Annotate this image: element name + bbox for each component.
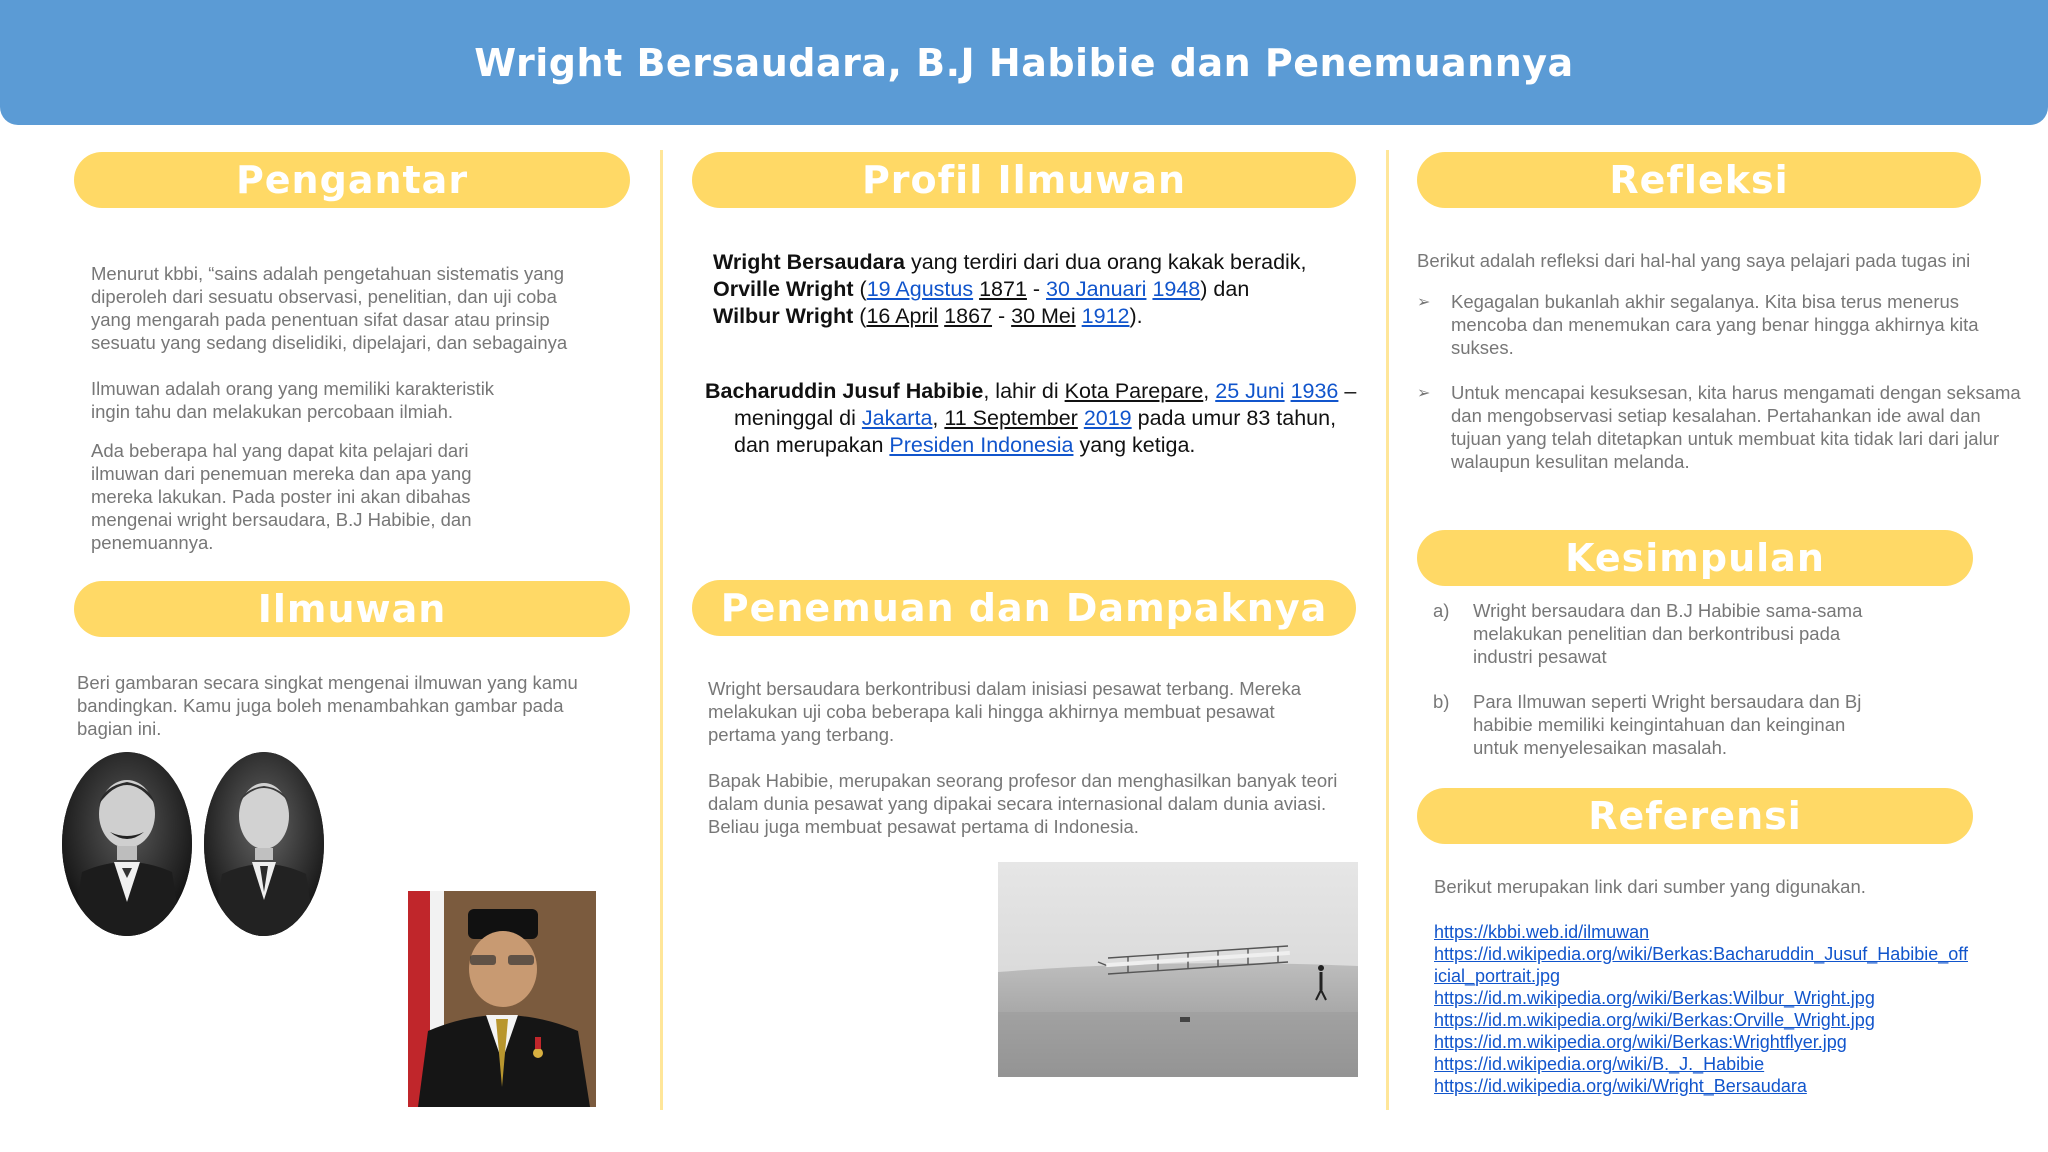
refleksi-item (1417, 381, 2027, 473)
refleksi-item (1417, 290, 2027, 359)
pengantar-body (91, 262, 601, 554)
refleksi-list (1417, 290, 2027, 473)
profil-wright: Wright Bersaudara yang terdiri dari dua orang kakak beradik, Orville Wright (19 Agustus 1871 - 30 Januari 1948) dan Wilbur Wright (16 April 1867 - 30 Mei 1912). (713, 250, 1307, 328)
reference-link[interactable]: https://id.m.wikipedia.org/wiki/Berkas:Orville_Wright.jpg (1434, 1010, 1875, 1030)
penemuan-body (708, 677, 1348, 838)
year-1867: 1867 (944, 304, 993, 328)
pengantar-paragraph: Ada beberapa hal yang dapat kita pelajari dari ilmuwan dari penemuan mereka dan apa yang mereka lakukan. Pada poster ini akan dibahas mengenai wright bersaudara, B.J Habibie, dan penemuannya. (91, 440, 472, 553)
link-1948[interactable]: 1948 (1152, 277, 1201, 301)
habibie-lahir: , lahir di (983, 379, 1065, 403)
wright-intro: yang terdiri dari dua orang kakak beradik, (904, 250, 1307, 274)
habibie-ketiga: yang ketiga. (1073, 433, 1196, 457)
habibie-pada: pada umur 83 tahun, dan merupakan (734, 406, 1337, 457)
arrow-bullet-icon: ➢ (1417, 385, 1431, 402)
refleksi-item-text: Untuk mencapai kesuksesan, kita harus mengamati dengan seksama dan mengobservasi setiap kesalahan. Pertahankan ide awal dan tujuan yang telah ditetapkan untuk membuat kita tidak lari dari jalur walaupun kesulitan melanda. (1451, 382, 2021, 472)
reference-link[interactable]: https://id.wikipedia.org/wiki/Berkas:Bacharuddin_Jusuf_Habibie_official_portrait.jpg (1434, 944, 1968, 986)
date-11-september: 11 September (944, 406, 1078, 430)
wilbur-wright-portrait (204, 752, 324, 936)
wright-flyer-photo (998, 862, 1358, 1077)
date-30-mei: 30 Mei (1011, 304, 1076, 328)
kesimpulan-marker: a) (1433, 600, 1450, 621)
column-divider-left (660, 150, 663, 1110)
orville-wright-portrait (62, 752, 192, 936)
pengantar-paragraph: Menurut kbbi, “sains adalah pengetahuan sistematis yang diperoleh dari sesuatu observasi, penelitian, dan uji coba yang mengarah pada penentuan sifat dasar atau prinsip sesuatu yang sedang diselidiki, dipelajari, dan sebagainya (91, 263, 568, 353)
reference-link[interactable]: https://id.m.wikipedia.org/wiki/Berkas:Wilbur_Wright.jpg (1434, 988, 1875, 1008)
refleksi-intro: Berikut adalah refleksi dari hal-hal yang saya pelajari pada tugas ini (1417, 250, 1971, 271)
habibie-image (408, 891, 596, 1107)
kesimpulan-item-text: Para Ilmuwan seperti Wright bersaudara dan Bj habibie memiliki keingintahuan dan keinginan untuk menyelesaikan masalah. (1473, 691, 1862, 758)
kesimpulan-item-text: Wright bersaudara dan B.J Habibie sama-sama melakukan penelitian dan berkontribusi pada industri pesawat (1473, 600, 1863, 667)
pengantar-paragraph: Ilmuwan adalah orang yang memiliki karakteristik ingin tahu dan melakukan percobaan ilmiah. (91, 378, 495, 422)
referensi-intro: Berikut merupakan link dari sumber yang digunakan. (1434, 876, 1866, 897)
refleksi-body (1417, 249, 2027, 495)
link-19-agustus[interactable]: 19 Agustus (866, 277, 974, 301)
header-banner (0, 0, 2048, 125)
reference-link[interactable]: https://id.m.wikipedia.org/wiki/Berkas:Wrightflyer.jpg (1434, 1032, 1847, 1052)
page-title: Wright Bersaudara, B.J Habibie dan Penemuannya (474, 40, 1574, 85)
kesimpulan-body (1433, 599, 1893, 781)
habibie-died: – meninggal di (734, 379, 1357, 430)
kesimpulan-marker: b) (1433, 691, 1450, 712)
column-divider-right (1386, 150, 1389, 1110)
link-30-januari[interactable]: 30 Januari (1046, 277, 1147, 301)
penemuan-heading: Penemuan dan Dampaknya (692, 580, 1356, 636)
link-1936[interactable]: 1936 (1290, 379, 1339, 403)
refleksi-heading: Refleksi (1417, 152, 1981, 208)
wright-flyer-image (998, 862, 1358, 1077)
year-1871: 1871 (979, 277, 1027, 301)
referensi-links (1434, 921, 1970, 1097)
link-2019[interactable]: 2019 (1083, 406, 1132, 430)
reference-link[interactable]: https://id.wikipedia.org/wiki/Wright_Bersaudara (1434, 1076, 1807, 1096)
penemuan-paragraph: Bapak Habibie, merupakan seorang profesor dan menghasilkan banyak teori dalam dunia pesawat yang dipakai secara internasional dalam dunia aviasi. Beliau juga membuat pesawat pertama di Indonesia. (708, 770, 1338, 837)
orville-wright-image (62, 752, 192, 936)
profil-habibie: Bacharuddin Jusuf Habibie, lahir di Kota Parepare, 25 Juni 1936 – meninggal di Jakarta, 11 September 2019 pada umur 83 tahun, dan merupakan Presiden Indonesia yang ketiga. (705, 379, 1357, 457)
wright-name: Wright Bersaudara (713, 250, 905, 274)
reference-link[interactable]: https://id.wikipedia.org/wiki/B._J._Habibie (1434, 1054, 1765, 1074)
kesimpulan-item (1433, 599, 1893, 668)
refleksi-item-text: Kegagalan bukanlah akhir segalanya. Kita bisa terus menerus mencoba dan menemukan cara yang benar hingga akhirnya kita sukses. (1451, 291, 1979, 358)
ilmuwan-body (77, 671, 617, 740)
link-1912[interactable]: 1912 (1081, 304, 1130, 328)
reference-link[interactable]: https://kbbi.web.id/ilmuwan (1434, 922, 1650, 942)
arrow-bullet-icon: ➢ (1417, 294, 1431, 311)
date-16-april: 16 April (866, 304, 939, 328)
referensi-heading: Referensi (1417, 788, 1973, 844)
link-presiden-indonesia[interactable]: Presiden Indonesia (889, 433, 1074, 457)
kesimpulan-item (1433, 690, 1893, 759)
ilmuwan-heading: Ilmuwan (74, 581, 630, 637)
wilbur-name: Wilbur Wright (713, 304, 854, 328)
ilmuwan-text: Beri gambaran secara singkat mengenai ilmuwan yang kamu bandingkan. Kamu juga boleh menambahkan gambar pada bagian ini. (77, 672, 578, 739)
profil-heading: Profil Ilmuwan (692, 152, 1356, 208)
link-jakarta[interactable]: Jakarta (861, 406, 933, 430)
habibie-portrait (408, 891, 596, 1107)
link-25-juni[interactable]: 25 Juni (1215, 379, 1285, 403)
habibie-name: Bacharuddin Jusuf Habibie (705, 379, 984, 403)
wright-dan: ) dan (1200, 277, 1250, 301)
place-parepare: Kota Parepare (1064, 379, 1204, 403)
pengantar-heading: Pengantar (74, 152, 630, 208)
penemuan-paragraph: Wright bersaudara berkontribusi dalam inisiasi pesawat terbang. Mereka melakukan uji coba beberapa kali hingga akhirnya membuat pesawat pertama yang terbang. (708, 678, 1301, 745)
kesimpulan-heading: Kesimpulan (1417, 530, 1973, 586)
wilbur-wright-image (204, 752, 324, 936)
orville-name: Orville Wright (713, 277, 854, 301)
